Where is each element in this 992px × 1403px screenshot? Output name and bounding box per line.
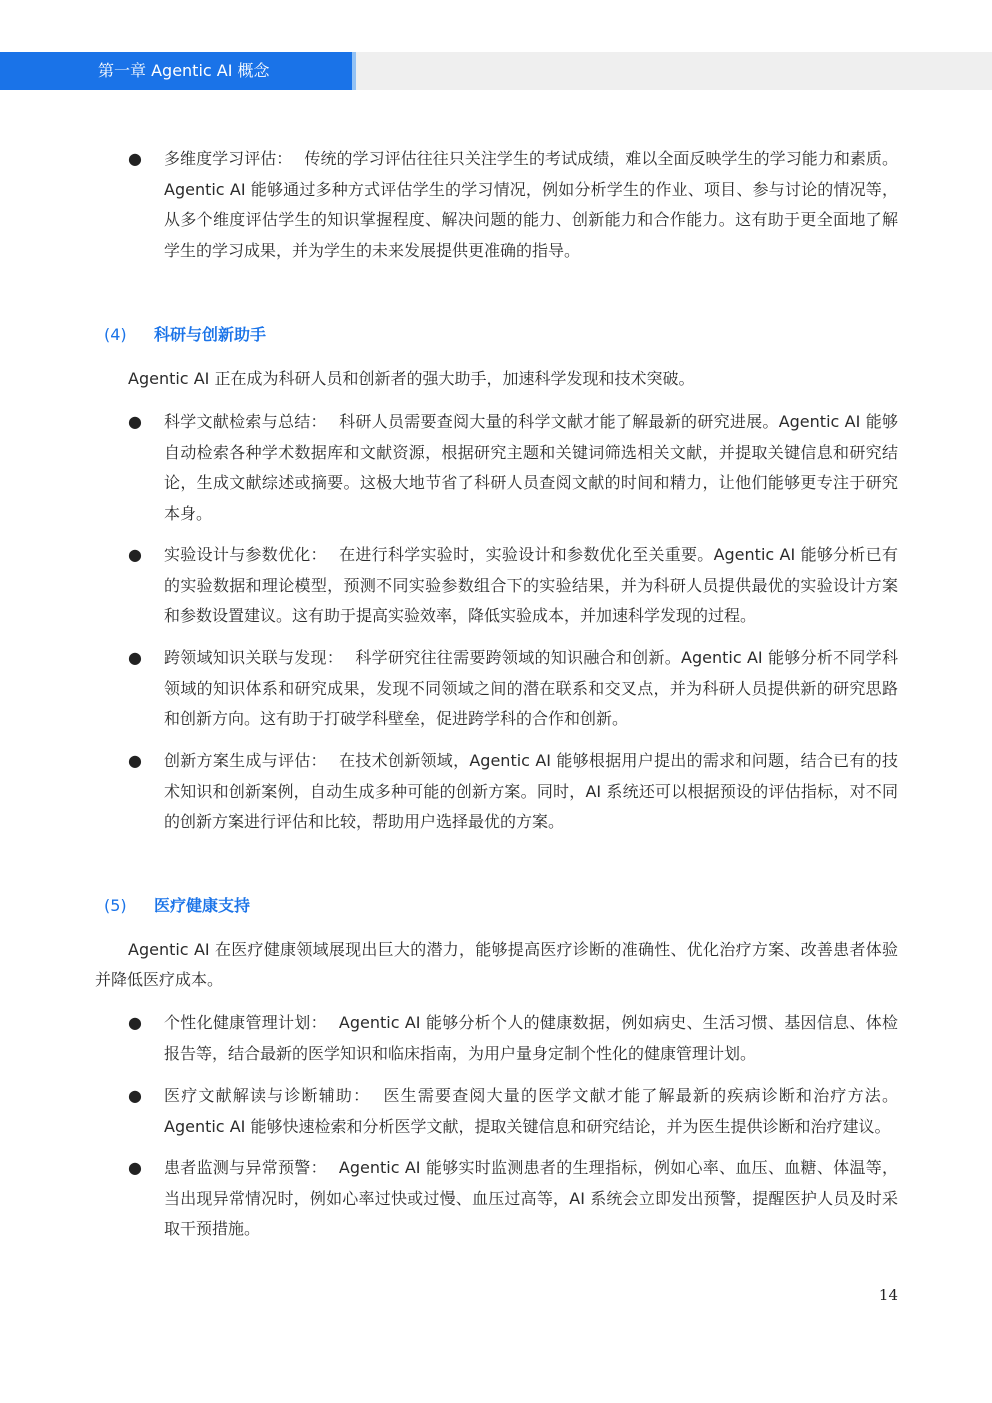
- bullet-item: [128, 407, 898, 529]
- section-title: 医疗健康支持: [154, 896, 251, 915]
- bullet-term: 个性化健康管理计划：: [164, 1013, 327, 1032]
- header-gray-band: [356, 52, 992, 90]
- bullet-body: 在技术创新领域，Agentic AI 能够根据用户提出的需求和问题，结合已有的技术知识和创新案例，自动生成多种可能的创新方案。同时，AI 系统还可以根据预设的评估指标，对不同的创新方案进行评估和比较，帮助用户选择最优的方案。: [164, 751, 898, 831]
- bullet-term: 科学文献检索与总结：: [164, 412, 327, 431]
- bullet-body: Agentic AI 能够实时监测患者的生理指标，例如心率、血压、血糖、体温等，当出现异常情况时，例如心率过快或过慢、血压过高等，AI 系统会立即发出预警，提醒医护人员及时采取干预措施。: [164, 1158, 898, 1238]
- section-title: 科研与创新助手: [154, 325, 267, 344]
- bullet-item: [128, 643, 898, 735]
- section-intro: [95, 364, 898, 394]
- bullet-body: 在进行科学实验时，实验设计和参数优化至关重要。Agentic AI 能够分析已有的实验数据和理论模型，预测不同实验参数组合下的实验结果，并为科研人员提供最优的实验设计方案和参数设置建议。这有助于提高实验效率，降低实验成本，并加速科学发现的过程。: [164, 545, 898, 625]
- bullet-term: 患者监测与异常预警：: [164, 1158, 327, 1177]
- bullet-term: 创新方案生成与评估：: [164, 751, 327, 770]
- bullet-body: 医生需要查阅大量的医学文献才能了解最新的疾病诊断和治疗方法。Agentic AI 能够快速检索和分析医学文献，提取关键信息和研究结论，并为医生提供诊断和治疗建议。: [164, 1086, 898, 1136]
- bullet-dot-icon: ●: [128, 1158, 142, 1177]
- bullet-dot-icon: ●: [128, 545, 142, 564]
- bullet-text: [164, 1081, 898, 1142]
- bullet-text: [164, 407, 898, 529]
- bullet-dot-icon: ●: [128, 751, 142, 770]
- bullet-item: [128, 746, 898, 838]
- bullet-text: [164, 540, 898, 632]
- bullet-item: [128, 540, 898, 632]
- bullet-item: [128, 1008, 898, 1069]
- bullet-dot-icon: ●: [128, 149, 142, 168]
- bullet-text: [164, 1008, 898, 1069]
- bullet-dot-icon: ●: [128, 412, 142, 431]
- bullet-term: 实验设计与参数优化：: [164, 545, 327, 564]
- section-intro: [95, 935, 898, 995]
- section-heading-5: [104, 894, 250, 918]
- section-heading-4: [104, 323, 266, 347]
- bullet-body: 传统的学习评估往往只关注学生的考试成绩，难以全面反映学生的学习能力和素质。Agentic AI 能够通过多种方式评估学生的学习情况，例如分析学生的作业、项目、参与讨论的情况等，从多个维度评估学生的知识掌握程度、解决问题的能力、创新能力和合作能力。这有助于更全面地了解学生的学习成果，并为学生的未来发展提供更准确的指导。: [164, 149, 898, 260]
- bullet-term: 医疗文献解读与诊断辅助：: [164, 1086, 371, 1105]
- bullet-body: 科学研究往往需要跨领域的知识融合和创新。Agentic AI 能够分析不同学科领域的知识体系和研究成果，发现不同领域之间的潜在联系和交叉点，并为科研人员提供新的研究思路和创新方向。这有助于打破学科壁垒，促进跨学科的合作和创新。: [164, 648, 898, 728]
- section-number: (4): [104, 325, 127, 344]
- bullet-dot-icon: ●: [128, 648, 142, 667]
- bullet-dot-icon: ●: [128, 1086, 142, 1105]
- intro-text: Agentic AI 正在成为科研人员和创新者的强大助手，加速科学发现和技术突破。: [128, 369, 695, 388]
- bullet-item: [128, 144, 898, 266]
- bullet-term: 跨领域知识关联与发现：: [164, 648, 344, 667]
- bullet-body: Agentic AI 能够分析个人的健康数据，例如病史、生活习惯、基因信息、体检报告等，结合最新的医学知识和临床指南，为用户量身定制个性化的健康管理计划。: [164, 1013, 898, 1063]
- bullet-body: 科研人员需要查阅大量的科学文献才能了解最新的研究进展。Agentic AI 能够自动检索各种学术数据库和文献资源，根据研究主题和关键词筛选相关文献，并提取关键信息和研究结论，生成文献综述或摘要。这极大地节省了科研人员查阅文献的时间和精力，让他们能够更专注于研究本身。: [164, 412, 898, 523]
- bullet-text: [164, 144, 898, 266]
- bullet-text: [164, 746, 898, 838]
- bullet-item: [128, 1153, 898, 1245]
- bullet-term: 多维度学习评估：: [164, 149, 293, 168]
- bullet-text: [164, 643, 898, 735]
- chapter-title: 第一章 Agentic AI 概念: [0, 52, 352, 90]
- page-number: 14: [878, 1286, 898, 1304]
- page-header: [0, 52, 992, 90]
- intro-text: Agentic AI 在医疗健康领域展现出巨大的潜力，能够提高医疗诊断的准确性、优化治疗方案、改善患者体验并降低医疗成本。: [95, 940, 898, 989]
- bullet-text: [164, 1153, 898, 1245]
- section-number: (5): [104, 896, 127, 915]
- bullet-item: [128, 1081, 898, 1142]
- bullet-dot-icon: ●: [128, 1013, 142, 1032]
